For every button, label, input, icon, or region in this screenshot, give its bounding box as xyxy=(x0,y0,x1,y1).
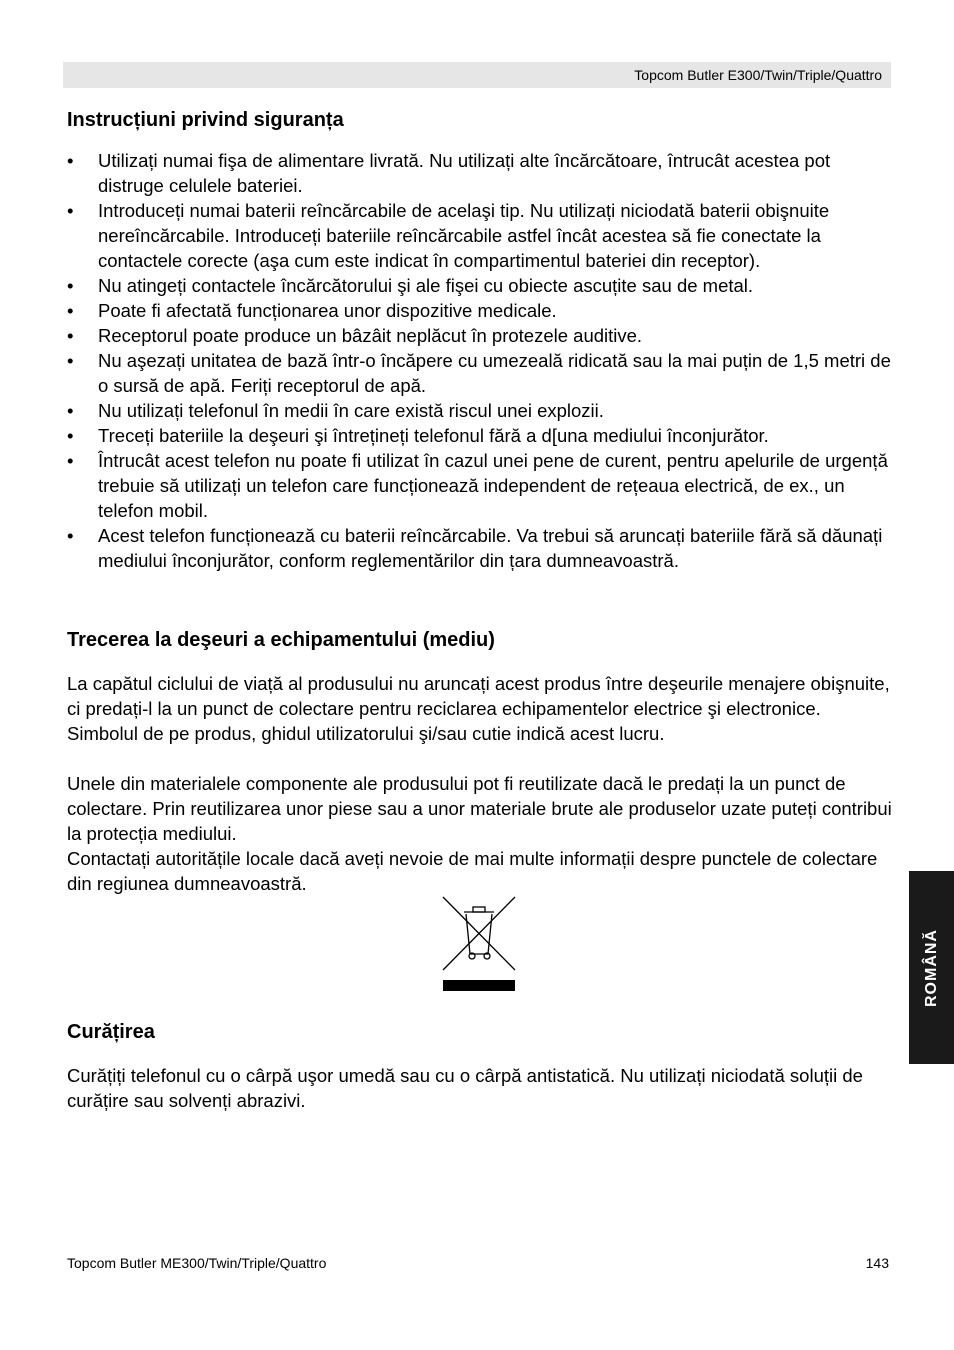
header-product-name: Topcom Butler E300/Twin/Triple/Quattro xyxy=(634,67,882,83)
footer-product-name: Topcom Butler ME300/Twin/Triple/Quattro xyxy=(67,1255,327,1271)
disposal-title: Trecerea la deşeuri a echipamentului (mediu) xyxy=(67,629,495,651)
disposal-paragraph-1: La capătul ciclului de viață al produsului nu aruncați acest produs între deşeurile menajere obişnuite, ci predați-l la un punct de colectare pentru reciclarea echipamentelor electrice şi electronice. Simbolul de pe produs, ghidul utilizatorului şi/sau cutie indică acest lucru. xyxy=(67,673,890,744)
safety-title: Instrucțiuni privind siguranța xyxy=(67,109,344,131)
list-item: • Acest telefon funcționează cu baterii reîncărcabile. Va trebui să aruncați bateriile fără să dăunați mediului înconjurător, conform reglementărilor din țara dumneavoastră. xyxy=(67,523,892,573)
list-item: • Nu utilizați telefonul în medii în care există riscul unei explozii. xyxy=(67,398,892,423)
list-item: • Treceți bateriile la deşeuri şi întrețineți telefonul fără a d[una mediului înconjurător. xyxy=(67,423,892,448)
cleaning-title: Curățirea xyxy=(67,1021,155,1043)
list-item: • Introduceți numai baterii reîncărcabile de acelaşi tip. Nu utilizați niciodată baterii obişnuite nereîncărcabile. Introduceți bateriile reîncărcabile astfel încât acestea să fie conectate la contactele corecte (aşa cum este indicat în compartimentul bateriei din receptor). xyxy=(67,198,892,273)
page-number: 143 xyxy=(865,1255,889,1271)
list-item: • Nu aşezați unitatea de bază într-o încăpere cu umezeală ridicată sau la mai puțin de 1,5 metri de o sursă de apă. Feriți receptorul de apă. xyxy=(67,348,892,398)
cleaning-paragraph: Curățiți telefonul cu o cârpă uşor umedă sau cu o cârpă antistatică. Nu utilizați niciodată soluții de curățire sau solvenți abrazivi. xyxy=(67,1065,863,1111)
list-item: • Nu atingeți contactele încărcătorului şi ale fişei cu obiecte ascuțite sau de metal. xyxy=(67,273,892,298)
header-bar xyxy=(63,62,891,88)
list-item: • Utilizați numai fişa de alimentare livrată. Nu utilizați alte încărcătoare, întrucât acestea pot distruge celulele bateriei. xyxy=(67,148,892,198)
list-item: • Poate fi afectată funcționarea unor dispozitive medicale. xyxy=(67,298,892,323)
disposal-paragraph-3: Contactați autoritățile locale dacă aveți nevoie de mai multe informații despre punctele de colectare din regiunea dumneavoastră. xyxy=(67,848,878,894)
list-item: • Întrucât acest telefon nu poate fi utilizat în cazul unei pene de curent, pentru apelurile de urgență trebuie să utilizați un telefon care funcționează independent de rețeaua electrică, de ex., un telefon mobil. xyxy=(67,448,892,523)
safety-list xyxy=(67,148,892,573)
language-label: ROMÂNĂ xyxy=(922,928,940,1007)
weee-crossed-bin-icon xyxy=(440,894,518,994)
language-side-tab xyxy=(909,871,954,1064)
disposal-paragraph-2: Unele din materialele componente ale produsului pot fi reutilizate dacă le predați la un punct de colectare. Prin reutilizarea unor piese sau a unor materiale brute ale produselor uzate puteți contribui la protecția mediului. xyxy=(67,773,892,844)
list-item: • Receptorul poate produce un bâzâit neplăcut în protezele auditive. xyxy=(67,323,892,348)
